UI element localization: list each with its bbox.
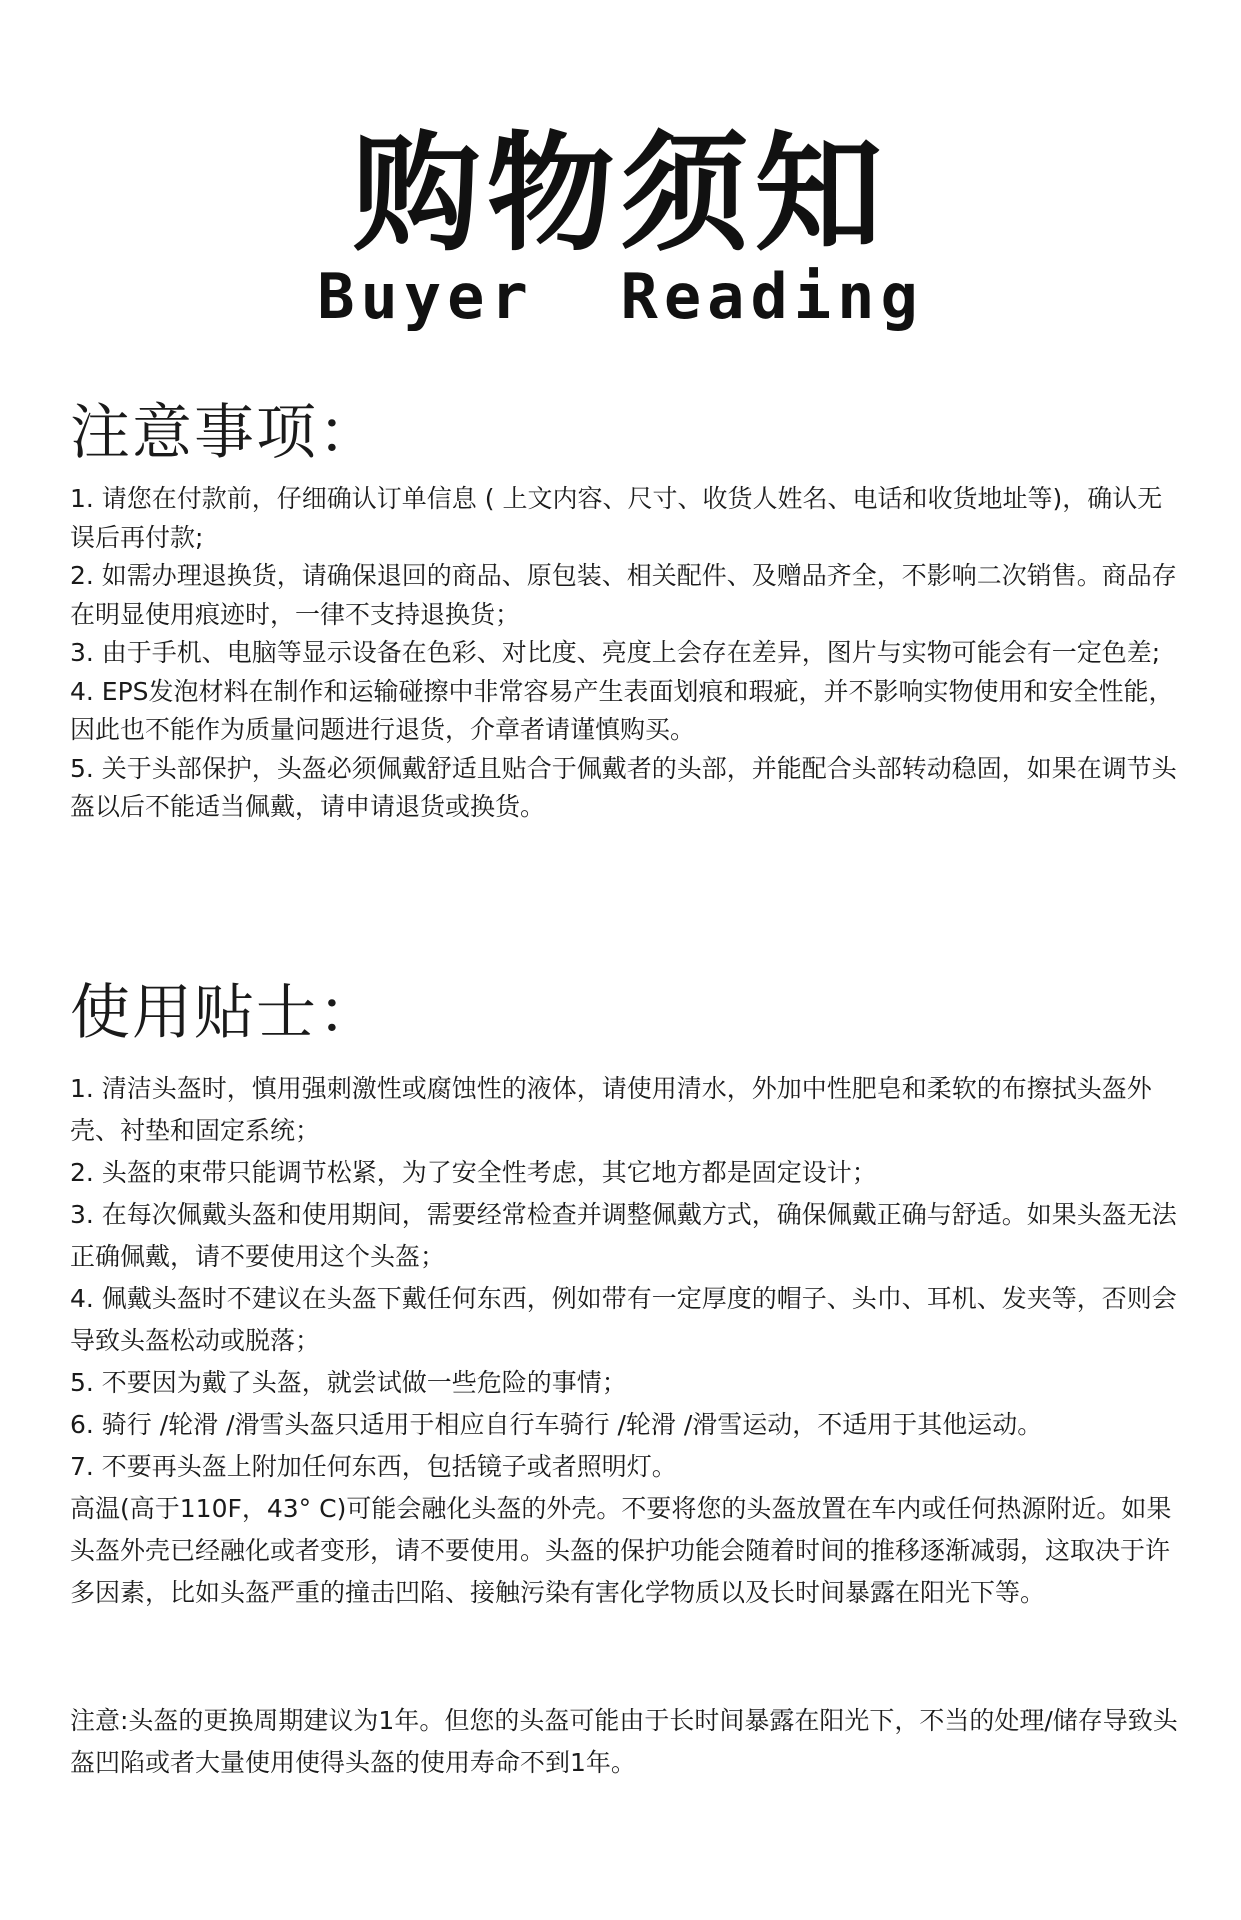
tips-heading: 使用贴士： <box>70 978 380 1048</box>
page-title: 购物须知 <box>352 120 889 269</box>
tips-list <box>70 1068 1185 1614</box>
notice-item: 2. 如需办理退换货，请确保退回的商品、原包装、相关配件、及赠品齐全，不影响二次销售。商品存在明显使用痕迹时，一律不支持退换货； <box>70 561 1177 629</box>
tip-item: 2. 头盔的束带只能调节松紧，为了安全性考虑，其它地方都是固定设计； <box>70 1158 877 1187</box>
notice-item: 5. 关于头部保护，头盔必须佩戴舒适且贴合于佩戴者的头部，并能配合头部转动稳固，如果在调节头盔以后不能适当佩戴，请申请退货或换货。 <box>70 753 1177 821</box>
tip-item: 6. 骑行 /轮滑 /滑雪头盔只适用于相应自行车骑行 /轮滑 /滑雪运动，不适用于其他运动。 <box>70 1410 1043 1439</box>
notice-item: 3. 由于手机、电脑等显示设备在色彩、对比度、亮度上会存在差异，图片与实物可能会有一定色差; <box>70 638 1161 667</box>
replacement-note: 注意:头盔的更换周期建议为1年。但您的头盔可能由于长时间暴露在阳光下，不当的处理/储存导致头盔凹陷或者大量使用使得头盔的使用寿命不到1年。 <box>70 1706 1178 1777</box>
tip-item: 5. 不要因为戴了头盔，就尝试做一些危险的事情； <box>70 1368 627 1397</box>
tip-item: 7. 不要再头盔上附加任何东西，包括镜子或者照明灯。 <box>70 1452 677 1481</box>
tip-paragraph: 高温(高于110F，43° C)可能会融化头盔的外壳。不要将您的头盔放置在车内或任何热源附近。如果头盔外壳已经融化或者变形，请不要使用。头盔的保护功能会随着时间的推移逐渐减弱，这取决于许多因素，比如头盔严重的撞击凹陷、接触污染有害化学物质以及长时间暴露在阳光下等。 <box>70 1494 1172 1607</box>
notices-list <box>70 480 1185 827</box>
tip-item: 3. 在每次佩戴头盔和使用期间，需要经常检查并调整佩戴方式，确保佩戴正确与舒适。如果头盔无法正确佩戴，请不要使用这个头盔； <box>70 1200 1177 1271</box>
notices-heading: 注意事项： <box>70 398 380 468</box>
page-subtitle: Buyer Reading <box>317 260 924 333</box>
tip-item: 1. 清洁头盔时，慎用强刺激性或腐蚀性的液体，请使用清水，外加中性肥皂和柔软的布擦拭头盔外壳、衬垫和固定系统； <box>70 1074 1152 1145</box>
notice-item: 1. 请您在付款前，仔细确认订单信息 ( 上文内容、尺寸、收货人姓名、电话和收货地址等)，确认无误后再付款; <box>70 484 1163 552</box>
notice-item: 4. EPS发泡材料在制作和运输碰擦中非常容易产生表面划痕和瑕疵，并不影响实物使用和安全性能，因此也不能作为质量问题进行退货，介章者请谨慎购买。 <box>70 676 1174 744</box>
tip-item: 4. 佩戴头盔时不建议在头盔下戴任何东西，例如带有一定厚度的帽子、头巾、耳机、发夹等，否则会导致头盔松动或脱落； <box>70 1284 1177 1355</box>
